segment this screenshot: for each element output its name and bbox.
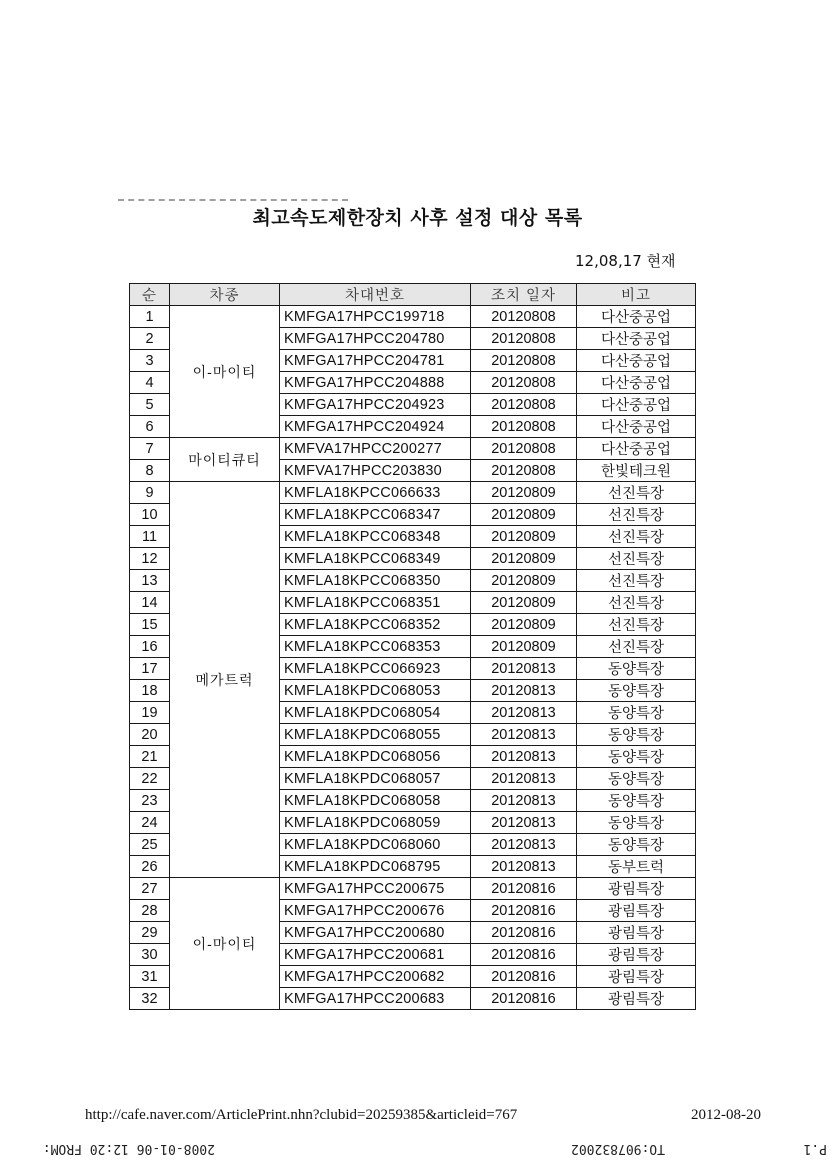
date-cell: 20120808	[471, 438, 577, 460]
note-cell: 다산중공업	[577, 328, 696, 350]
note-cell: 다산중공업	[577, 394, 696, 416]
table-row	[130, 438, 696, 460]
vin-cell: KMFLA18KPDC068795	[280, 856, 471, 878]
vin-cell: KMFLA18KPDC068056	[280, 746, 471, 768]
table-row	[130, 878, 696, 900]
note-cell: 다산중공업	[577, 350, 696, 372]
fax-header-from: 2008-01-06 12:20 FROM:	[42, 1141, 215, 1156]
date-cell: 20120808	[471, 372, 577, 394]
date-cell: 20120809	[471, 526, 577, 548]
date-cell: 20120808	[471, 350, 577, 372]
date-cell: 20120816	[471, 944, 577, 966]
vin-cell: KMFLA18KPDC068055	[280, 724, 471, 746]
note-cell: 동양특장	[577, 790, 696, 812]
header-model: 차종	[170, 284, 280, 306]
vin-cell: KMFGA17HPCC199718	[280, 306, 471, 328]
note-cell: 다산중공업	[577, 438, 696, 460]
document-title: 최고속도제한장치 사후 설정 대상 목록	[252, 207, 583, 229]
note-cell: 선진특장	[577, 548, 696, 570]
row-number: 18	[130, 680, 170, 702]
row-number: 14	[130, 592, 170, 614]
note-cell: 광림특장	[577, 922, 696, 944]
vin-cell: KMFLA18KPCC068351	[280, 592, 471, 614]
row-number: 10	[130, 504, 170, 526]
vin-cell: KMFGA17HPCC204780	[280, 328, 471, 350]
vin-cell: KMFLA18KPDC068054	[280, 702, 471, 724]
note-cell: 한빛테크원	[577, 460, 696, 482]
note-cell: 동부트럭	[577, 856, 696, 878]
date-cell: 20120816	[471, 988, 577, 1010]
vin-cell: KMFGA17HPCC204924	[280, 416, 471, 438]
note-cell: 광림특장	[577, 900, 696, 922]
vin-cell: KMFGA17HPCC200675	[280, 878, 471, 900]
vin-cell: KMFLA18KPDC068059	[280, 812, 471, 834]
date-cell: 20120809	[471, 614, 577, 636]
date-cell: 20120816	[471, 922, 577, 944]
row-number: 23	[130, 790, 170, 812]
vin-cell: KMFGA17HPCC204888	[280, 372, 471, 394]
date-cell: 20120813	[471, 724, 577, 746]
note-cell: 선진특장	[577, 504, 696, 526]
note-cell: 선진특장	[577, 526, 696, 548]
vin-cell: KMFLA18KPCC068348	[280, 526, 471, 548]
header-no: 순	[130, 284, 170, 306]
note-cell: 동양특장	[577, 702, 696, 724]
table-row	[130, 306, 696, 328]
scan-artifact-line	[118, 199, 348, 201]
model-group-cell: 이-마이티	[170, 306, 280, 438]
note-cell: 동양특장	[577, 812, 696, 834]
row-number: 25	[130, 834, 170, 856]
header-date: 조치 일자	[471, 284, 577, 306]
note-cell: 선진특장	[577, 592, 696, 614]
vin-cell: KMFGA17HPCC200681	[280, 944, 471, 966]
row-number: 19	[130, 702, 170, 724]
note-cell: 광림특장	[577, 878, 696, 900]
note-cell: 동양특장	[577, 768, 696, 790]
date-cell: 20120813	[471, 746, 577, 768]
date-cell: 20120809	[471, 570, 577, 592]
note-cell: 광림특장	[577, 988, 696, 1010]
row-number: 2	[130, 328, 170, 350]
note-cell: 동양특장	[577, 658, 696, 680]
date-cell: 20120813	[471, 790, 577, 812]
vin-cell: KMFLA18KPCC068347	[280, 504, 471, 526]
vin-cell: KMFGA17HPCC200680	[280, 922, 471, 944]
row-number: 6	[130, 416, 170, 438]
date-cell: 20120808	[471, 328, 577, 350]
row-number: 13	[130, 570, 170, 592]
source-url: http://cafe.naver.com/ArticlePrint.nhn?clubid=20259385&articleid=767	[85, 1107, 518, 1123]
row-number: 5	[130, 394, 170, 416]
row-number: 16	[130, 636, 170, 658]
date-cell: 20120808	[471, 394, 577, 416]
row-number: 7	[130, 438, 170, 460]
table-header-row	[130, 284, 696, 306]
print-date: 2012-08-20	[691, 1107, 761, 1123]
date-cell: 20120809	[471, 504, 577, 526]
note-cell: 광림특장	[577, 944, 696, 966]
row-number: 4	[130, 372, 170, 394]
row-number: 22	[130, 768, 170, 790]
row-number: 30	[130, 944, 170, 966]
vin-cell: KMFGA17HPCC200682	[280, 966, 471, 988]
date-cell: 20120813	[471, 658, 577, 680]
vin-cell: KMFLA18KPCC066923	[280, 658, 471, 680]
fax-header	[0, 1136, 835, 1158]
row-number: 24	[130, 812, 170, 834]
vin-cell: KMFLA18KPCC068353	[280, 636, 471, 658]
vehicle-list-table	[129, 283, 696, 1010]
vin-cell: KMFGA17HPCC200683	[280, 988, 471, 1010]
date-cell: 20120808	[471, 416, 577, 438]
row-number: 20	[130, 724, 170, 746]
vin-cell: KMFLA18KPDC068057	[280, 768, 471, 790]
vin-cell: KMFVA17HPCC200277	[280, 438, 471, 460]
model-group-cell: 이-마이티	[170, 878, 280, 1010]
note-cell: 선진특장	[577, 482, 696, 504]
date-cell: 20120809	[471, 482, 577, 504]
header-vin: 차대번호	[280, 284, 471, 306]
table-row	[130, 482, 696, 504]
row-number: 3	[130, 350, 170, 372]
note-cell: 선진특장	[577, 570, 696, 592]
note-cell: 동양특장	[577, 680, 696, 702]
date-cell: 20120813	[471, 856, 577, 878]
fax-header-to: TO:907832002	[571, 1141, 665, 1156]
date-cell: 20120816	[471, 878, 577, 900]
note-cell: 광림특장	[577, 966, 696, 988]
row-number: 12	[130, 548, 170, 570]
note-cell: 선진특장	[577, 614, 696, 636]
vin-cell: KMFLA18KPDC068053	[280, 680, 471, 702]
row-number: 11	[130, 526, 170, 548]
vin-cell: KMFVA17HPCC203830	[280, 460, 471, 482]
note-cell: 동양특장	[577, 834, 696, 856]
vin-cell: KMFLA18KPCC068349	[280, 548, 471, 570]
header-note: 비고	[577, 284, 696, 306]
row-number: 17	[130, 658, 170, 680]
note-cell: 동양특장	[577, 746, 696, 768]
date-cell: 20120813	[471, 812, 577, 834]
row-number: 9	[130, 482, 170, 504]
date-cell: 20120809	[471, 548, 577, 570]
vin-cell: KMFGA17HPCC204923	[280, 394, 471, 416]
date-cell: 20120816	[471, 900, 577, 922]
date-cell: 20120813	[471, 680, 577, 702]
note-cell: 선진특장	[577, 636, 696, 658]
row-number: 21	[130, 746, 170, 768]
vin-cell: KMFLA18KPDC068058	[280, 790, 471, 812]
row-number: 31	[130, 966, 170, 988]
date-cell: 20120813	[471, 768, 577, 790]
row-number: 32	[130, 988, 170, 1010]
note-cell: 다산중공업	[577, 372, 696, 394]
vin-cell: KMFLA18KPDC068060	[280, 834, 471, 856]
note-cell: 다산중공업	[577, 416, 696, 438]
model-group-cell: 메가트럭	[170, 482, 280, 878]
vin-cell: KMFLA18KPCC068350	[280, 570, 471, 592]
vin-cell: KMFGA17HPCC204781	[280, 350, 471, 372]
row-number: 27	[130, 878, 170, 900]
row-number: 26	[130, 856, 170, 878]
date-cell: 20120808	[471, 460, 577, 482]
model-group-cell: 마이티큐티	[170, 438, 280, 482]
row-number: 1	[130, 306, 170, 328]
as-of-date: 12,08,17 현재	[575, 252, 676, 270]
note-cell: 동양특장	[577, 724, 696, 746]
fax-header-right: P.1	[803, 1141, 827, 1156]
row-number: 29	[130, 922, 170, 944]
vin-cell: KMFGA17HPCC200676	[280, 900, 471, 922]
note-cell: 다산중공업	[577, 306, 696, 328]
date-cell: 20120813	[471, 702, 577, 724]
vin-cell: KMFLA18KPCC068352	[280, 614, 471, 636]
date-cell: 20120808	[471, 306, 577, 328]
date-cell: 20120816	[471, 966, 577, 988]
date-cell: 20120809	[471, 592, 577, 614]
date-cell: 20120809	[471, 636, 577, 658]
row-number: 8	[130, 460, 170, 482]
vin-cell: KMFLA18KPCC066633	[280, 482, 471, 504]
row-number: 28	[130, 900, 170, 922]
date-cell: 20120813	[471, 834, 577, 856]
row-number: 15	[130, 614, 170, 636]
